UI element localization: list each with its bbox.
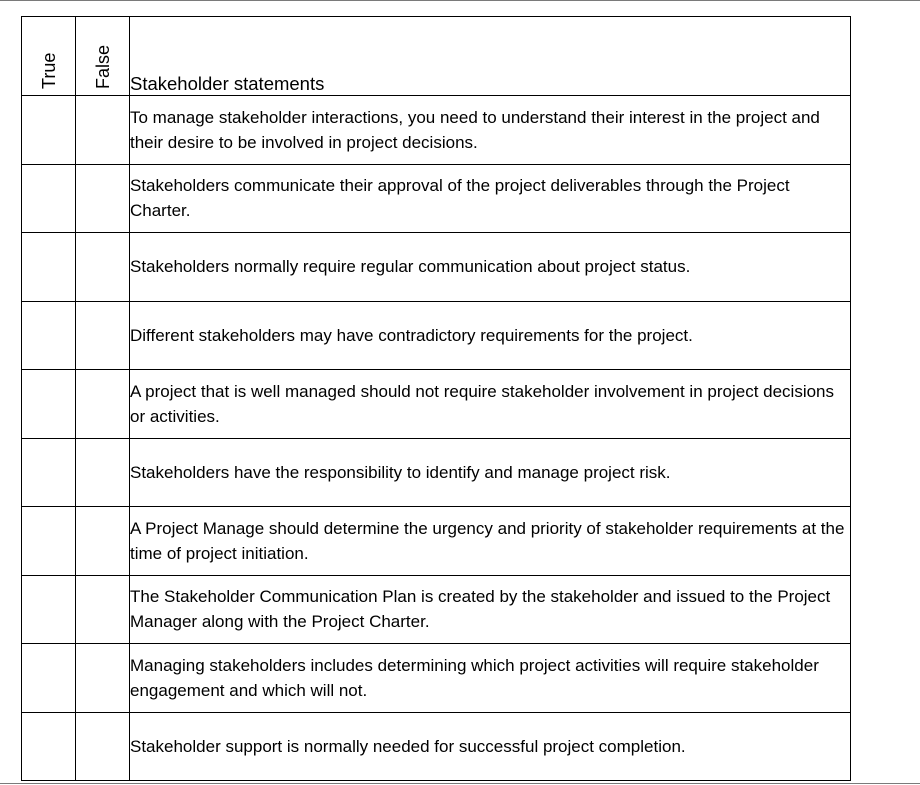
true-answer-cell[interactable] bbox=[22, 164, 76, 233]
statement-cell: A project that is well managed should not require stakeholder involvement in project decisions or activities. bbox=[130, 370, 851, 439]
header-row bbox=[22, 17, 851, 96]
table-row bbox=[22, 575, 851, 644]
bottom-page-rule bbox=[0, 783, 920, 784]
true-answer-cell[interactable] bbox=[22, 233, 76, 302]
table-row bbox=[22, 96, 851, 165]
table-row bbox=[22, 301, 851, 370]
statements-column-header: Stakeholder statements bbox=[130, 17, 851, 96]
false-answer-cell[interactable] bbox=[76, 644, 130, 713]
table-row bbox=[22, 438, 851, 507]
table-row bbox=[22, 233, 851, 302]
false-answer-cell[interactable] bbox=[76, 712, 130, 781]
statement-rows bbox=[22, 96, 851, 781]
false-answer-cell[interactable] bbox=[76, 438, 130, 507]
true-answer-cell[interactable] bbox=[22, 96, 76, 165]
false-answer-cell[interactable] bbox=[76, 96, 130, 165]
false-header-label: False bbox=[92, 44, 113, 89]
false-answer-cell[interactable] bbox=[76, 233, 130, 302]
table-row bbox=[22, 644, 851, 713]
statement-cell: Stakeholder support is normally needed for successful project completion. bbox=[130, 712, 851, 781]
table-row bbox=[22, 507, 851, 576]
table-row bbox=[22, 164, 851, 233]
true-answer-cell[interactable] bbox=[22, 712, 76, 781]
statement-cell: Different stakeholders may have contradictory requirements for the project. bbox=[130, 301, 851, 370]
false-answer-cell[interactable] bbox=[76, 507, 130, 576]
true-column-header bbox=[22, 17, 76, 96]
true-answer-cell[interactable] bbox=[22, 644, 76, 713]
top-page-rule bbox=[0, 0, 920, 1]
true-answer-cell[interactable] bbox=[22, 301, 76, 370]
statement-cell: A Project Manage should determine the urgency and priority of stakeholder requirements at the time of project initiation. bbox=[130, 507, 851, 576]
true-answer-cell[interactable] bbox=[22, 575, 76, 644]
statement-cell: Stakeholders have the responsibility to identify and manage project risk. bbox=[130, 438, 851, 507]
true-answer-cell[interactable] bbox=[22, 370, 76, 439]
false-answer-cell[interactable] bbox=[76, 301, 130, 370]
true-false-table bbox=[21, 16, 851, 781]
statement-cell: Stakeholders normally require regular communication about project status. bbox=[130, 233, 851, 302]
false-answer-cell[interactable] bbox=[76, 370, 130, 439]
table-row bbox=[22, 370, 851, 439]
statement-cell: Managing stakeholders includes determining which project activities will require stakeholder engagement and which will not. bbox=[130, 644, 851, 713]
statement-cell: The Stakeholder Communication Plan is created by the stakeholder and issued to the Project Manager along with the Project Charter. bbox=[130, 575, 851, 644]
true-answer-cell[interactable] bbox=[22, 438, 76, 507]
true-header-label: True bbox=[38, 52, 59, 89]
statement-cell: Stakeholders communicate their approval of the project deliverables through the Project Charter. bbox=[130, 164, 851, 233]
table-row bbox=[22, 712, 851, 781]
false-column-header bbox=[76, 17, 130, 96]
false-answer-cell[interactable] bbox=[76, 164, 130, 233]
true-answer-cell[interactable] bbox=[22, 507, 76, 576]
false-answer-cell[interactable] bbox=[76, 575, 130, 644]
statement-cell: To manage stakeholder interactions, you need to understand their interest in the project and their desire to be involved in project decisions. bbox=[130, 96, 851, 165]
